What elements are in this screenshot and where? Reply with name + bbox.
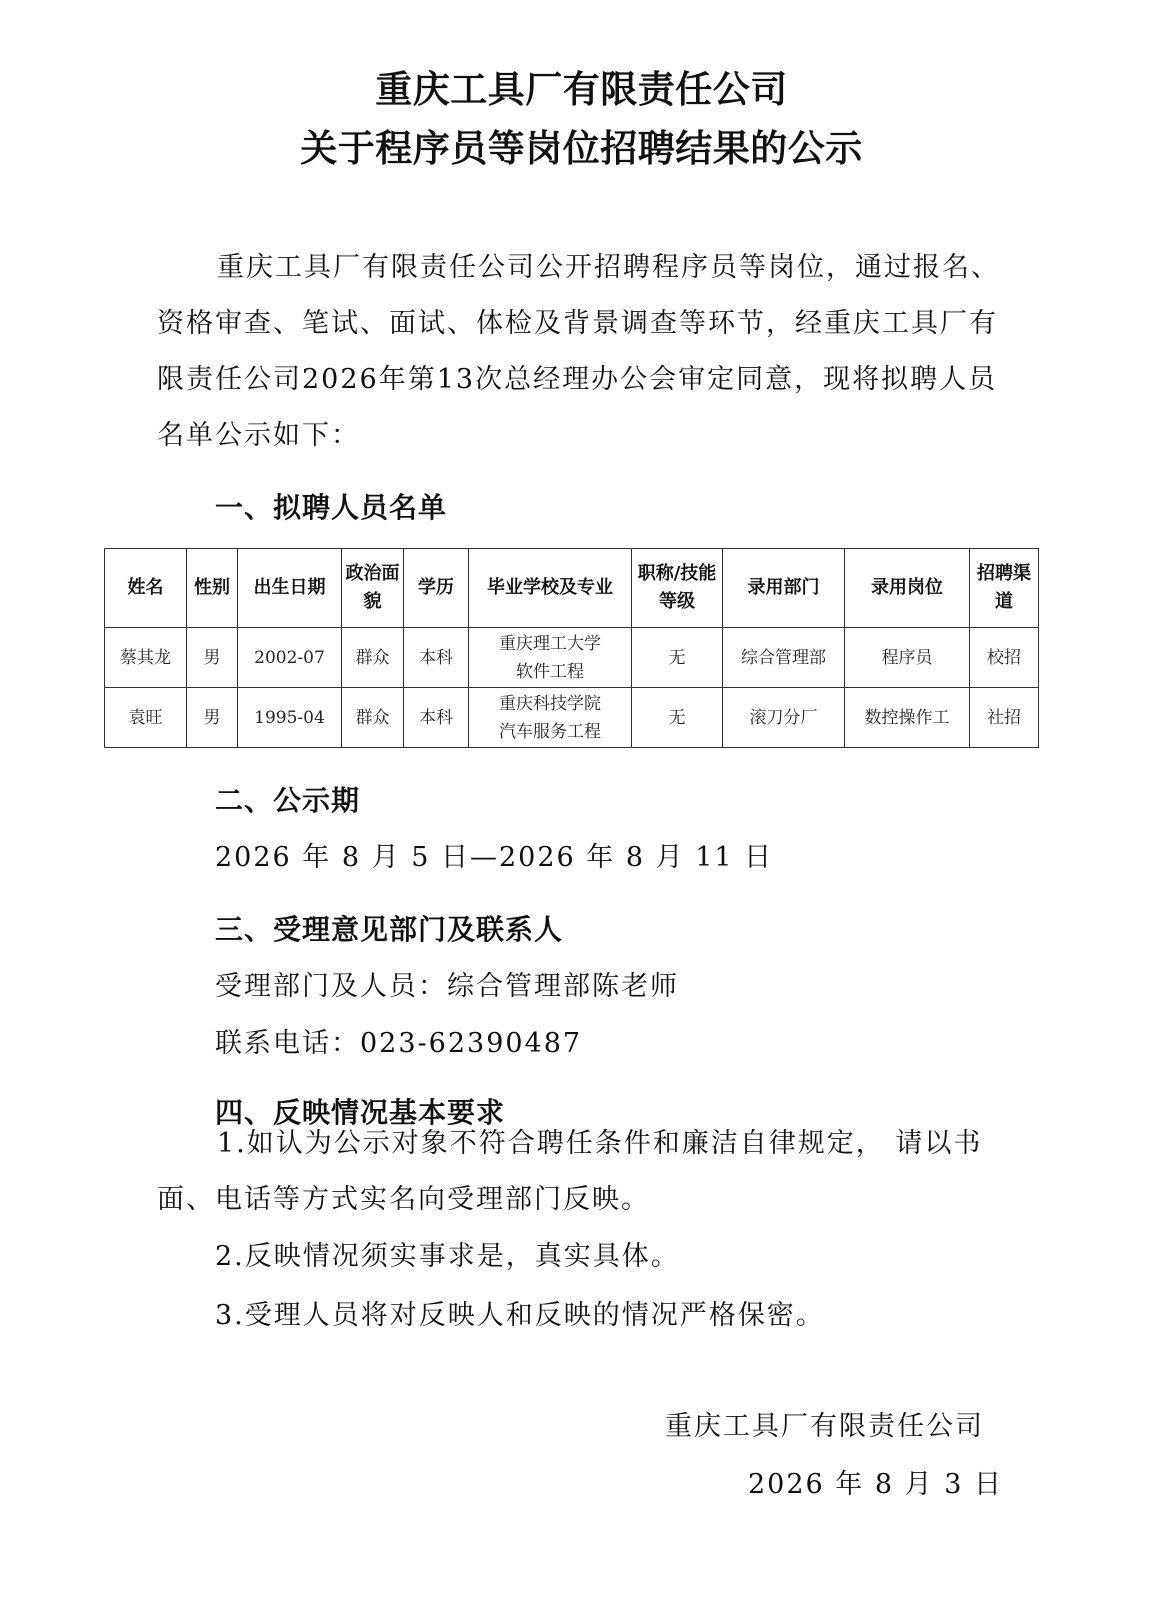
- cell-department: 滚刀分厂: [723, 688, 845, 748]
- table-row: [105, 688, 1039, 748]
- table-header-row: [105, 549, 1039, 628]
- col-header-school: 毕业学校及专业: [469, 549, 632, 628]
- intro-paragraph: 重庆工具厂有限责任公司公开招聘程序员等岗位，通过报名、资格审查、笔试、面试、体检及背景调查等环节，经重庆工具厂有限责任公司2026年第13次总经理办公会审定同意，现将拟聘人员名单公示如下：: [157, 252, 1000, 451]
- section4-heading: 四、反映情况基本要求: [215, 1096, 506, 1129]
- cell-school-major: [469, 688, 632, 748]
- cell-channel: 社招: [970, 688, 1039, 748]
- publicity-period: 2026 年 8 月 5 日—2026 年 8 月 11 日: [215, 842, 774, 873]
- cell-education: 本科: [404, 688, 469, 748]
- cell-gender: 男: [187, 628, 238, 688]
- cell-school-major: [469, 628, 632, 688]
- col-header-title: 职称/技能等级: [632, 549, 723, 628]
- cell-school: 重庆理工大学: [499, 633, 601, 654]
- cell-major: 软件工程: [516, 661, 584, 682]
- cell-name: 蔡其龙: [105, 628, 187, 688]
- cell-birth: 1995-04: [238, 688, 342, 748]
- document-title-line1: 重庆工具厂有限责任公司: [375, 68, 788, 111]
- cell-birth: 2002-07: [238, 628, 342, 688]
- section3-heading: 三、受理意见部门及联系人: [215, 913, 564, 946]
- col-header-department: 录用部门: [723, 549, 845, 628]
- cell-title: 无: [632, 628, 723, 688]
- cell-department: 综合管理部: [723, 628, 845, 688]
- cell-position: 数控操作工: [845, 688, 970, 748]
- requirement-item-1: 1.如认为公示对象不符合聘任条件和廉洁自律规定， 请以书面、电话等方式实名向受理部门反映。: [157, 1128, 983, 1215]
- cell-name: 袁旺: [105, 688, 187, 748]
- cell-school: 重庆科技学院: [499, 693, 601, 714]
- cell-position: 程序员: [845, 628, 970, 688]
- signature-org: 重庆工具厂有限责任公司: [665, 1411, 984, 1442]
- section2-heading: 二、公示期: [215, 784, 361, 817]
- cell-major: 汽车服务工程: [499, 721, 601, 742]
- col-header-position: 录用岗位: [845, 549, 970, 628]
- recruit-table: [104, 548, 1039, 748]
- cell-education: 本科: [404, 628, 469, 688]
- contact-department: 受理部门及人员：综合管理部陈老师: [215, 971, 679, 1002]
- col-header-political: 政治面貌: [342, 549, 404, 628]
- cell-political: 群众: [342, 688, 404, 748]
- col-header-name: 姓名: [105, 549, 187, 628]
- col-header-birth: 出生日期: [238, 549, 342, 628]
- cell-gender: 男: [187, 688, 238, 748]
- cell-title: 无: [632, 688, 723, 748]
- cell-channel: 校招: [970, 628, 1039, 688]
- col-header-gender: 性别: [187, 549, 238, 628]
- requirement-item-3: 3.受理人员将对反映人和反映的情况严格保密。: [215, 1300, 825, 1331]
- table-row: [105, 628, 1039, 688]
- cell-political: 群众: [342, 628, 404, 688]
- document-title-line2: 关于程序员等岗位招聘结果的公示: [300, 127, 863, 170]
- section1-heading: 一、拟聘人员名单: [215, 491, 448, 524]
- signature-date: 2026 年 8 月 3 日: [748, 1469, 1003, 1500]
- contact-phone: 联系电话：023-62390487: [215, 1028, 583, 1059]
- col-header-education: 学历: [404, 549, 469, 628]
- requirement-item-2: 2.反映情况须实事求是，真实具体。: [215, 1241, 680, 1272]
- col-header-channel: 招聘渠道: [970, 549, 1039, 628]
